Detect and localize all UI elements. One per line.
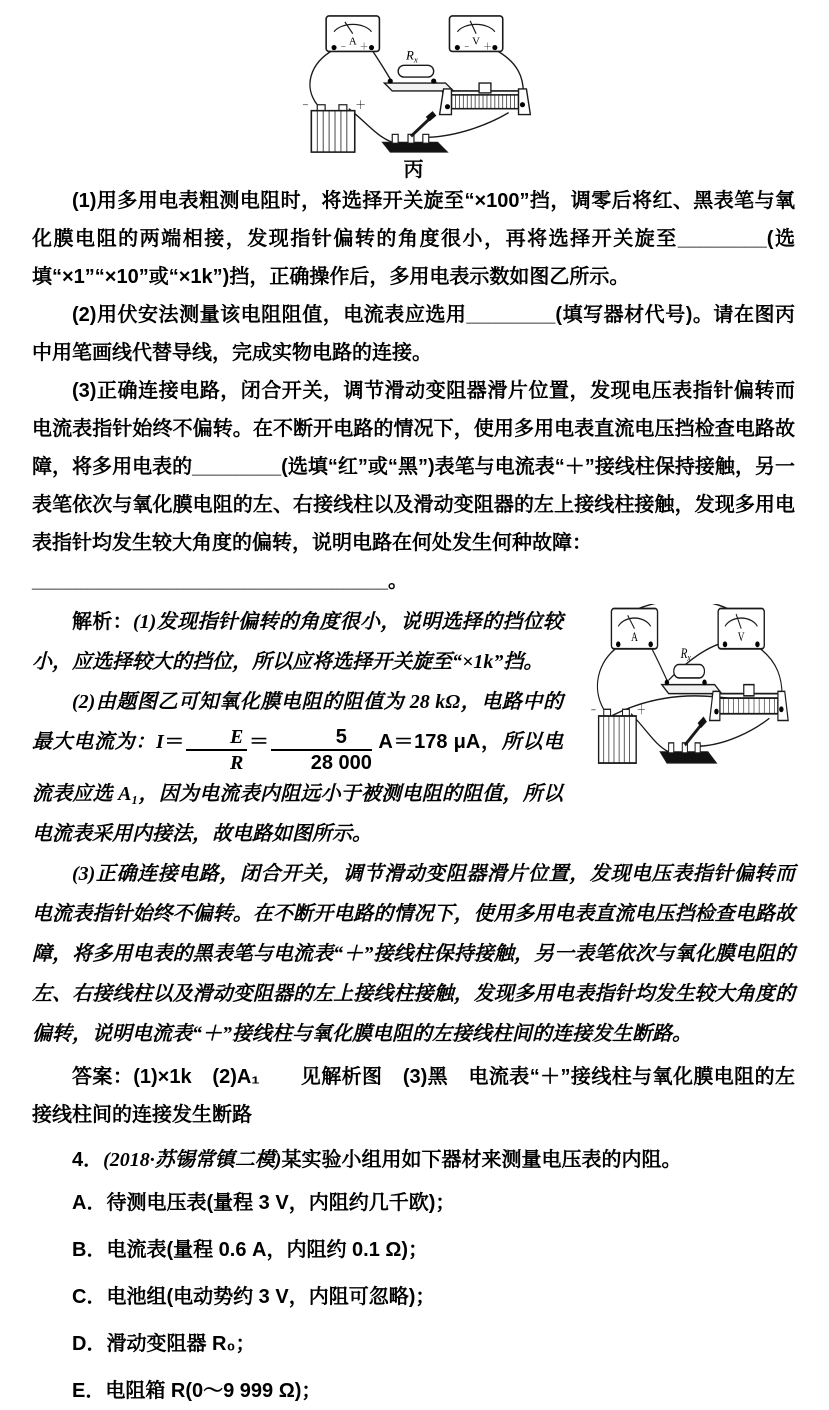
analysis-paragraph-3: (3)正确连接电路，闭合开关，调节滑动变阻器滑片位置，发现电压表指针偏转而电流表指针始终不偏转。在不断开电路的情况下，使用多用电表直流电压挡检查电路故障，将多用电表的黑表笔与电流表“＋”接线柱保持接触，另一表笔依次与氧化膜电阻的左、右接线柱以及滑动变阻器的左上接线柱接触，发现多用电表指针均发生较大角度的偏转，说明电流表“＋”接线柱与氧化膜电阻的左接线柱间的连接发生断路。 — [32, 863, 795, 1045]
switch-icon — [382, 111, 447, 152]
option-c: C．电池组(电动势约 3 V，内阻可忽略)； — [72, 1286, 436, 1308]
svg-text:V: V — [737, 630, 745, 645]
circuit-diagram-icon — [279, 12, 541, 160]
wire — [371, 49, 390, 79]
question-4-stem — [32, 1140, 795, 1180]
formula-equals-2: ＝ — [248, 731, 270, 753]
formula-fraction-numeric: $\frac{5}{28 000}$ — [270, 726, 373, 774]
wire — [699, 718, 769, 746]
option-a: A．待测电压表(量程 3 V，内阻约几千欧)； — [72, 1192, 456, 1214]
circuit-figure-bing — [279, 12, 549, 182]
svg-text:＋: ＋ — [359, 41, 369, 52]
analysis-p2-after: 所以电流表应选 A₁，因为电流表内阻远小于被测电阻的阻值，所以电流表采用内接法，故电路如图所示。 — [32, 731, 563, 845]
answer-blank-line: ________________________________。 — [32, 570, 408, 592]
svg-text:−: − — [301, 99, 308, 112]
analysis-circuit-diagram-icon — [573, 604, 795, 772]
analysis-p2-before: (2)由题图乙可知氧化膜电阻的阻值为 28 kΩ，电路中的最大电流为： — [32, 691, 563, 753]
answer-line — [32, 1058, 795, 1134]
svg-text:Rx: $R_x$ — [405, 48, 418, 65]
analysis-label: 解析： — [72, 611, 134, 633]
answer-label: 答案： — [72, 1066, 134, 1088]
svg-text:−: − — [590, 703, 597, 718]
battery-icon — [302, 100, 366, 152]
svg-text:Rx: $R_x$ — [680, 644, 691, 664]
analysis-section — [32, 602, 795, 1054]
switch-icon — [660, 717, 716, 763]
problem-paragraph-1: (1)用多用电表粗测电阻时，将选择开关旋至“×100”挡，调零后将红、黑表笔与氧化膜电阻的两端相接，发现指针偏转的角度很小，再将选择开关旋至________(选填“×1”“×10”或“×1k”)挡，正确操作后，多用电表示数如图乙所示。 — [32, 190, 795, 288]
svg-text:−: − — [463, 41, 469, 52]
option-e: E．电阻箱 R(0～9 999 Ω)； — [72, 1380, 322, 1402]
svg-text:A: A — [631, 630, 638, 645]
formula-current-symbol: I — [155, 731, 164, 753]
svg-text:−: − — [340, 41, 346, 52]
question-4-number: 4． — [72, 1149, 104, 1171]
wire — [309, 49, 333, 104]
voltmeter-icon — [449, 16, 502, 52]
figure-caption-bing: 丙 — [403, 159, 424, 181]
problem-paragraph-3: (3)正确连接电路，闭合开关，调节滑动变阻器滑片位置，发现电压表指针偏转而电流表指针始终不偏转。在不断开电路的情况下，使用多用电表直流电压挡检查电路故障，将多用电表的________(选填“红”或“黑”)表笔与电流表“＋”接线柱保持接触，另一表笔依次与氧化膜电阻的左、右接线柱以及滑动变阻器的左上接线柱接触，发现多用电表指针均发生较大角度的偏转，说明电路在何处发生何种故障： — [32, 380, 795, 554]
ammeter-icon — [611, 608, 657, 648]
option-d: D．滑动变阻器 R₀； — [72, 1333, 256, 1355]
rheostat-icon — [439, 83, 530, 115]
rx-resistor-icon — [384, 48, 453, 91]
wire — [597, 647, 618, 710]
formula-equals-1: ＝ — [163, 731, 186, 753]
question-4-source: (2018·苏锡常镇二模) — [103, 1149, 282, 1171]
formula-result: A＝178 μA， — [372, 731, 502, 753]
option-b: B．电流表(量程 0.6 A，内阻约 0.1 Ω)； — [72, 1239, 429, 1261]
problem-paragraph-2: (2)用伏安法测量该电阻阻值，电流表应选用________(填写器材代号)。请在图丙中用笔画线代替导线，完成实物电路的连接。 — [32, 304, 795, 364]
wire — [651, 647, 667, 681]
svg-text:＋: ＋ — [636, 703, 646, 718]
svg-text:A: A — [348, 35, 357, 48]
ammeter-icon — [326, 16, 379, 52]
voltmeter-icon — [718, 608, 764, 648]
rx-resistor-icon — [662, 644, 722, 693]
rheostat-icon — [710, 685, 789, 721]
answer-text: (1)×1k (2)A₁ 见解析图 (3)黑 电流表“＋”接线柱与氧化膜电阻的左接线柱间的连接发生断路 — [32, 1066, 796, 1126]
analysis-p1-text: (1)发现指针偏转的角度很小，说明选择的挡位较小，应选择较大的挡位，所以应将选择开关旋至“×1k”挡。 — [32, 611, 564, 673]
svg-text:＋: ＋ — [354, 99, 366, 112]
formula-fraction-emf-over-r: $\frac{E}{R}$ — [185, 726, 248, 774]
question-4-options — [32, 1184, 795, 1410]
svg-text:V: V — [471, 35, 480, 48]
wire — [427, 113, 508, 138]
question-4-text: 某实验小组用如下器材来测量电压表的内阻。 — [281, 1149, 682, 1171]
svg-text:＋: ＋ — [482, 41, 492, 52]
